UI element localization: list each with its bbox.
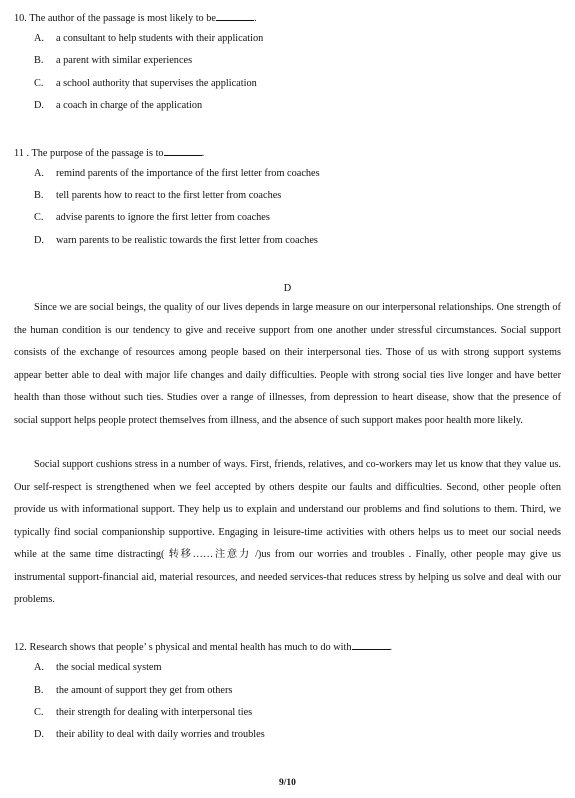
question-10-option-b[interactable] bbox=[34, 55, 192, 66]
option-text: a parent with similar experiences bbox=[56, 55, 193, 66]
option-letter: B. bbox=[34, 55, 44, 66]
question-11-option-d[interactable] bbox=[34, 235, 318, 246]
passage-paragraph-2 bbox=[14, 454, 561, 612]
option-text: tell parents how to react to the first letter from coaches bbox=[56, 190, 282, 201]
answer-blank bbox=[164, 146, 202, 156]
option-text: the social medical system bbox=[56, 662, 162, 673]
option-text: advise parents to ignore the first letter from coaches bbox=[56, 212, 270, 223]
option-letter: C. bbox=[34, 212, 44, 223]
question-number: 10. bbox=[14, 13, 27, 24]
option-letter: D. bbox=[34, 729, 45, 740]
option-text: remind parents of the importance of the first letter from coaches bbox=[56, 168, 320, 179]
option-text: their ability to deal with daily worries and troubles bbox=[56, 729, 265, 740]
question-11-stem bbox=[14, 146, 204, 159]
question-10-option-d[interactable] bbox=[34, 100, 202, 111]
option-letter: D. bbox=[34, 100, 45, 111]
paragraph-text: Social support cushions stress in a number of ways. First, friends, relatives, and co-workers may let us know that they value us. Our self-respect is strengthened when we feel accepted by others despite our faults and difficulties. Second, other people often provide us with informational support. They help us to explain and understand our problems and find solutions to them. Third, we typically find social companionship supportive. Engaging in leisure-time activities with others helps us to meet our social needs while at the same time distracting( 转移……注意力 /)us from our worries and troubles . Finally, other people may give us instrumental support-financial aid, material resources, and needed services-that reduces stress by helping us solve and deal with our problems. bbox=[14, 459, 561, 605]
option-text: the amount of support they get from others bbox=[56, 685, 233, 696]
option-text: their strength for dealing with interpersonal ties bbox=[56, 707, 253, 718]
question-end-punct: . bbox=[254, 13, 257, 24]
option-text: a coach in charge of the application bbox=[56, 100, 203, 111]
question-12-stem bbox=[14, 640, 392, 653]
question-number: 11 . bbox=[14, 148, 30, 159]
question-10-option-a[interactable] bbox=[34, 33, 263, 44]
option-text: a school authority that supervises the application bbox=[56, 78, 257, 89]
question-text: Research shows that people’ s physical and mental health has much to do with bbox=[29, 642, 352, 653]
question-11-option-a[interactable] bbox=[34, 168, 320, 179]
section-heading: D bbox=[283, 283, 292, 294]
option-letter: A. bbox=[34, 33, 45, 44]
question-12-option-c[interactable] bbox=[34, 707, 252, 718]
question-end-punct: . bbox=[201, 148, 205, 159]
paragraph-text: Since we are social beings, the quality of our lives depends in large measure on our interpersonal relationships. One strength of the human condition is our tendency to give and receive support from one another under stressful circumstances. Social support consists of the exchange of resources among people based on their interpersonal ties. Those of us with strong support systems appear better able to deal with major life changes and daily difficulties. People with strong social ties live longer and have better health than those without such ties. Studies over a range of illnesses, from depression to heart disease, show that the presence of social support helps people protect themselves from illness, and the absence of such support makes poor health more likely. bbox=[14, 302, 561, 426]
passage-paragraph-1 bbox=[14, 297, 561, 432]
question-end-punct: . bbox=[389, 642, 393, 653]
answer-blank bbox=[216, 11, 254, 21]
option-letter: C. bbox=[34, 78, 44, 89]
option-letter: A. bbox=[34, 662, 45, 673]
page-number: 9/10 bbox=[279, 778, 296, 788]
option-letter: C. bbox=[34, 707, 44, 718]
question-text: The purpose of the passage is to bbox=[31, 148, 164, 159]
option-letter: B. bbox=[34, 190, 44, 201]
option-letter: A. bbox=[34, 168, 45, 179]
answer-blank bbox=[352, 640, 390, 650]
option-letter: B. bbox=[34, 685, 44, 696]
option-letter: D. bbox=[34, 235, 45, 246]
question-10-option-c[interactable] bbox=[34, 78, 257, 89]
question-12-option-b[interactable] bbox=[34, 685, 232, 696]
question-11-option-c[interactable] bbox=[34, 212, 270, 223]
question-number: 12. bbox=[14, 642, 27, 653]
question-10-stem bbox=[14, 11, 257, 24]
option-text: a consultant to help students with their application bbox=[56, 33, 264, 44]
question-12-option-a[interactable] bbox=[34, 662, 162, 673]
question-11-option-b[interactable] bbox=[34, 190, 281, 201]
question-12-option-d[interactable] bbox=[34, 729, 265, 740]
option-text: warn parents to be realistic towards the first letter from coaches bbox=[56, 235, 318, 246]
question-text: The author of the passage is most likely to be bbox=[29, 13, 216, 24]
